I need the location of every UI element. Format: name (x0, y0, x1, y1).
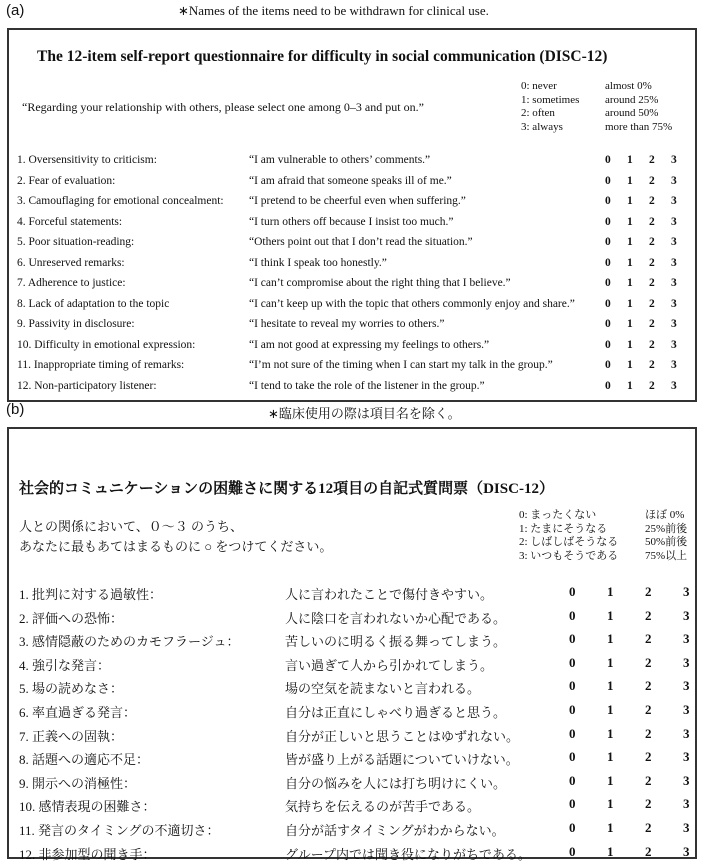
panel-label-a: (a) (6, 2, 25, 19)
item-row (9, 749, 695, 769)
scale-row (521, 80, 701, 94)
choice-1[interactable]: 1 (607, 584, 614, 599)
item-row (9, 584, 695, 604)
item-statement: “I hesitate to reveal my worries to others.” (249, 318, 445, 330)
item-statement: “I pretend to be cheerful even when suffering.” (249, 195, 466, 207)
scale-level: 3: always (521, 120, 563, 133)
choice-3[interactable]: 3 (671, 318, 677, 330)
choice-0[interactable]: 0 (569, 725, 576, 741)
item-row (9, 257, 695, 277)
choice-3[interactable]: 3 (671, 379, 677, 392)
choice-2[interactable]: 2 (649, 195, 655, 207)
item-name: 12. 非参加型の聞き手： (19, 846, 156, 862)
note-b: ∗臨床使用の際は項目名を除く。 (268, 406, 461, 421)
scale-row (521, 94, 701, 108)
item-name: 6. 率直過ぎる発言： (19, 705, 137, 720)
item-statement: 人に言われたことで傷付きやすい。 (285, 587, 494, 602)
choice-1[interactable]: 1 (607, 772, 614, 788)
item-row (9, 359, 695, 379)
choice-2[interactable]: 2 (645, 654, 652, 670)
choice-1[interactable]: 1 (627, 236, 633, 248)
scale-legend-b (519, 509, 699, 563)
choice-3[interactable]: 3 (683, 678, 690, 694)
item-statement: 皆が盛り上がる話題についていけない。 (285, 752, 519, 768)
choice-0[interactable]: 0 (605, 256, 611, 269)
note-a: ∗Names of the items need to be withdrawn for clinical use. (178, 3, 489, 18)
choice-3[interactable]: 3 (683, 631, 690, 647)
item-statement: “I turn others off because I insist too much.” (249, 215, 454, 228)
item-row (9, 678, 695, 698)
item-name: 3. 感情隠蔽のためのカモフラージュ： (19, 634, 240, 650)
item-statement: 自分が正しいと思うことはゆずれない。 (285, 728, 520, 744)
choice-0[interactable]: 0 (569, 584, 576, 599)
choice-3[interactable]: 3 (683, 725, 690, 741)
choice-1[interactable]: 1 (607, 631, 614, 647)
item-row (9, 339, 695, 359)
choice-3[interactable]: 3 (683, 772, 690, 788)
choice-1[interactable]: 1 (627, 195, 633, 207)
choice-2[interactable]: 2 (645, 725, 652, 741)
item-statement: 気持ちを伝えるのが苦手である。 (285, 799, 481, 815)
scale-row (521, 121, 701, 135)
item-statement: “Others point out that I don’t read the situation.” (249, 236, 473, 248)
scale-frequency: ほぼ 0% (645, 509, 685, 521)
item-name: 4. Forceful statements: (17, 215, 123, 228)
item-name: 10. 感情表現の困難さ： (19, 799, 156, 815)
item-name: 5. 場の読めなさ： (19, 681, 124, 697)
choice-3[interactable]: 3 (683, 843, 690, 859)
choice-2[interactable]: 2 (649, 297, 655, 310)
choice-2[interactable]: 2 (645, 843, 652, 859)
item-row (9, 631, 695, 651)
choice-2[interactable]: 2 (645, 678, 652, 694)
choice-1[interactable]: 1 (607, 702, 614, 717)
item-statement: “I tend to take the role of the listener in the group.” (249, 379, 485, 392)
choice-0[interactable]: 0 (605, 338, 611, 351)
choice-0[interactable]: 0 (605, 379, 611, 392)
item-row (9, 216, 695, 236)
scale-frequency: around 50% (605, 107, 659, 119)
choice-3[interactable]: 3 (671, 359, 677, 371)
choice-3[interactable]: 3 (671, 174, 677, 187)
item-row (9, 844, 695, 864)
scale-level: 1: たまにそうなる (519, 522, 608, 535)
choice-2[interactable]: 2 (649, 338, 655, 351)
item-name: 11. 発言のタイミングの不適切さ： (19, 823, 220, 838)
choice-0[interactable]: 0 (605, 236, 611, 248)
choice-2[interactable]: 2 (645, 607, 652, 623)
choice-1[interactable]: 1 (627, 318, 633, 330)
item-statement: “I can’t keep up with the topic that others commonly enjoy and share.” (249, 297, 575, 310)
item-name: 1. 批判に対する過敏性： (19, 587, 163, 602)
choice-1[interactable]: 1 (607, 654, 614, 670)
item-row (9, 796, 695, 816)
choice-3[interactable]: 3 (671, 256, 677, 269)
choice-2[interactable]: 2 (649, 154, 655, 166)
item-name: 6. Unreserved remarks: (17, 256, 125, 269)
item-name: 9. Passivity in disclosure: (17, 318, 135, 330)
choice-2[interactable]: 2 (649, 318, 655, 330)
item-statement: 自分は正直にしゃべり過ぎると思う。 (285, 705, 507, 720)
scale-row (519, 523, 699, 537)
choice-2[interactable]: 2 (645, 584, 652, 599)
choice-0[interactable]: 0 (569, 702, 576, 717)
item-statement: 言い過ぎて人から引かれてしまう。 (285, 657, 494, 673)
choice-1[interactable]: 1 (607, 725, 614, 741)
choice-1[interactable]: 1 (627, 379, 633, 392)
scale-level: 3: いつもそうである (519, 549, 619, 562)
item-name: 8. 話題への適応不足： (19, 752, 150, 768)
choice-1[interactable]: 1 (627, 297, 633, 310)
choice-0[interactable]: 0 (605, 215, 611, 228)
panel-a (7, 28, 697, 402)
item-statement: “I can’t compromise about the right thing that I believe.” (249, 277, 511, 289)
choice-2[interactable]: 2 (645, 772, 652, 788)
choice-1[interactable]: 1 (627, 256, 633, 269)
choice-0[interactable]: 0 (569, 654, 576, 670)
scale-frequency: 25%前後 (645, 522, 688, 535)
scale-level: 1: sometimes (521, 93, 580, 106)
scale-row (519, 550, 699, 564)
choice-3[interactable]: 3 (671, 215, 677, 228)
choice-0[interactable]: 0 (569, 772, 576, 788)
choice-3[interactable]: 3 (683, 607, 690, 623)
scale-level: 2: しばしばそうなる (519, 536, 619, 548)
choice-1[interactable]: 1 (607, 796, 614, 812)
scale-legend-a (521, 80, 701, 134)
item-row (9, 195, 695, 215)
choice-2[interactable]: 2 (649, 174, 655, 187)
choice-0[interactable]: 0 (569, 820, 576, 835)
choice-2[interactable]: 2 (645, 749, 652, 765)
item-row (9, 277, 695, 297)
choice-3[interactable]: 3 (671, 277, 677, 289)
item-name: 12. Non-participatory listener: (17, 379, 157, 392)
item-statement: “I am not good at expressing my feelings to others.” (249, 338, 490, 351)
choice-2[interactable]: 2 (645, 631, 652, 647)
item-row (9, 773, 695, 793)
choice-2[interactable]: 2 (645, 796, 652, 812)
choice-2[interactable]: 2 (645, 820, 652, 835)
item-name: 5. Poor situation-reading: (17, 236, 135, 248)
item-statement: “I’m not sure of the timing when I can start my talk in the group.” (249, 359, 553, 371)
choice-0[interactable]: 0 (569, 843, 576, 859)
scale-frequency: 75%以上 (645, 549, 688, 562)
choice-0[interactable]: 0 (569, 631, 576, 647)
choice-1[interactable]: 1 (627, 277, 633, 289)
item-row (9, 236, 695, 256)
choice-1[interactable]: 1 (627, 359, 633, 371)
item-name: 8. Lack of adaptation to the topic (17, 297, 170, 310)
item-row (9, 608, 695, 628)
choice-1[interactable]: 1 (607, 843, 614, 859)
item-name: 10. Difficulty in emotional expression: (17, 338, 196, 351)
item-row (9, 820, 695, 840)
item-statement: 場の空気を読まないと言われる。 (285, 681, 481, 697)
scale-frequency: almost 0% (605, 80, 652, 92)
instruction-b-line1: 人との関係において、０～３ のうち、 (19, 519, 243, 534)
instruction-a: “Regarding your relationship with others, please select one among 0–3 and put on.” (22, 100, 424, 114)
item-statement: 自分が話すタイミングがわからない。 (285, 823, 505, 838)
choice-3[interactable]: 3 (671, 236, 677, 248)
item-row (9, 380, 695, 400)
item-name: 7. 正義への固執： (19, 728, 124, 744)
choice-0[interactable]: 0 (605, 174, 611, 187)
choice-3[interactable]: 3 (683, 584, 690, 599)
choice-1[interactable]: 1 (627, 154, 633, 166)
choice-2[interactable]: 2 (649, 236, 655, 248)
choice-2[interactable]: 2 (649, 277, 655, 289)
choice-0[interactable]: 0 (605, 277, 611, 289)
item-name: 4. 強引な発言： (19, 657, 111, 673)
scale-row (521, 107, 701, 121)
choice-1[interactable]: 1 (607, 820, 614, 835)
choice-2[interactable]: 2 (649, 256, 655, 269)
choice-0[interactable]: 0 (605, 318, 611, 330)
choice-1[interactable]: 1 (627, 338, 633, 351)
choice-3[interactable]: 3 (671, 297, 677, 310)
item-statement: “I am vulnerable to others’ comments.” (249, 154, 431, 166)
scale-frequency: 50%前後 (645, 536, 688, 548)
item-name: 2. Fear of evaluation: (17, 174, 116, 187)
item-statement: グループ内では聞き役になりがちである。 (285, 846, 531, 862)
panel-b (7, 427, 697, 862)
panel-label-b: (b) (6, 401, 25, 418)
choice-0[interactable]: 0 (605, 359, 611, 371)
choice-1[interactable]: 1 (607, 607, 614, 623)
item-name: 1. Oversensitivity to criticism: (17, 154, 157, 166)
item-name: 9. 開示への消極性： (19, 775, 137, 791)
instruction-b-line2: あなたに最もあてはまるものに ○ をつけてください。 (19, 539, 333, 554)
choice-2[interactable]: 2 (649, 215, 655, 228)
item-statement: “I am afraid that someone speaks ill of me.” (249, 174, 452, 187)
item-row (9, 726, 695, 746)
item-statement: 人に陰口を言われないか心配である。 (285, 610, 507, 626)
item-statement: “I think I speak too honestly.” (249, 256, 387, 269)
choice-0[interactable]: 0 (605, 297, 611, 310)
choice-3[interactable]: 3 (683, 654, 690, 670)
title-a: The 12-item self-report questionnaire for difficulty in social communication (DISC-12) (37, 48, 608, 65)
item-name: 7. Adherence to justice: (17, 277, 126, 289)
item-row (9, 655, 695, 675)
scale-row (519, 536, 699, 550)
choice-2[interactable]: 2 (649, 379, 655, 392)
choice-1[interactable]: 1 (607, 678, 614, 694)
choice-0[interactable]: 0 (569, 749, 576, 765)
item-row (9, 702, 695, 722)
choice-0[interactable]: 0 (605, 195, 611, 207)
scale-frequency: more than 75% (605, 120, 673, 133)
item-row (9, 154, 695, 174)
choice-1[interactable]: 1 (627, 174, 633, 187)
choice-3[interactable]: 3 (683, 820, 690, 835)
item-statement: 苦しいのに明るく振る舞ってしまう。 (285, 634, 507, 650)
choice-0[interactable]: 0 (605, 154, 611, 166)
choice-1[interactable]: 1 (607, 749, 614, 765)
choice-1[interactable]: 1 (627, 215, 633, 228)
scale-level: 2: often (521, 107, 555, 119)
choice-3[interactable]: 3 (671, 195, 677, 207)
choice-2[interactable]: 2 (649, 359, 655, 371)
scale-level: 0: まったくない (519, 509, 597, 521)
choice-3[interactable]: 3 (683, 749, 690, 765)
item-row (9, 175, 695, 195)
choice-0[interactable]: 0 (569, 796, 576, 812)
choice-3[interactable]: 3 (683, 796, 690, 812)
item-row (9, 298, 695, 318)
choice-3[interactable]: 3 (671, 338, 677, 351)
item-name: 11. Inappropriate timing of remarks: (17, 359, 185, 371)
scale-frequency: around 25% (605, 93, 659, 106)
scale-row (519, 509, 699, 523)
item-name: 3. Camouflaging for emotional concealment: (17, 195, 224, 207)
item-statement: 自分の悩みを人には打ち明けにくい。 (285, 775, 507, 791)
item-row (9, 318, 695, 338)
choice-0[interactable]: 0 (569, 678, 576, 694)
title-b: 社会的コミュニケーションの困難さに関する12項目の自記式質問票（DISC-12） (19, 481, 554, 497)
choice-3[interactable]: 3 (671, 154, 677, 166)
choice-3[interactable]: 3 (683, 702, 690, 717)
choice-0[interactable]: 0 (569, 607, 576, 623)
item-name: 2. 評価への恐怖： (19, 610, 124, 626)
choice-2[interactable]: 2 (645, 702, 652, 717)
scale-level: 0: never (521, 80, 557, 92)
